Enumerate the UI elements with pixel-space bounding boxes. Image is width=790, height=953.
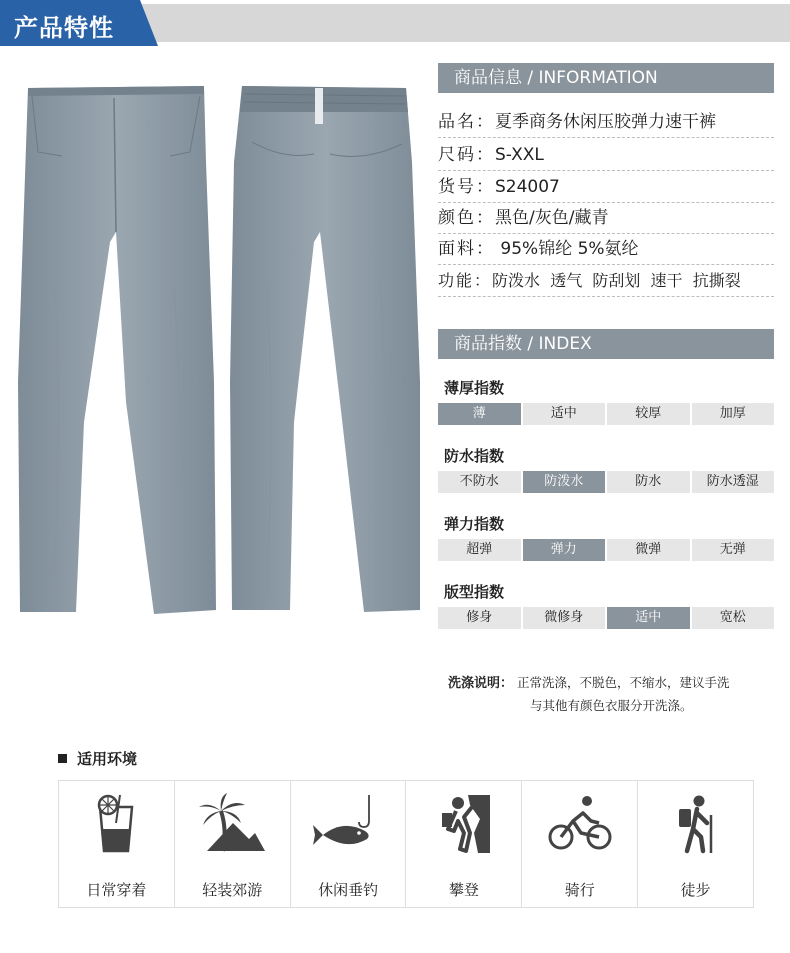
info-value: 防泼水 透气 防刮划 速干 抗撕裂 [492, 271, 741, 290]
info-row-sku [438, 172, 774, 203]
info-row-fabric [438, 234, 774, 265]
index-option: 不防水 [438, 471, 523, 493]
index-header: 商品指数 / INDEX [438, 329, 774, 359]
index-title-waterproof: 防水指数 [444, 447, 505, 465]
index-option: 防水 [607, 471, 692, 493]
scene-heading-text: 适用环境 [77, 750, 138, 768]
wash-label: 洗涤说明： [448, 676, 514, 691]
index-option: 微弹 [607, 539, 692, 561]
index-option: 微修身 [523, 607, 608, 629]
cycling-icon [547, 793, 613, 855]
drink-icon [86, 793, 146, 855]
info-value: 黑色/灰色/藏青 [495, 208, 609, 228]
index-option: 适中 [523, 403, 608, 425]
climbing-icon [434, 793, 494, 855]
scene-hiking [638, 781, 753, 907]
header-banner [0, 0, 790, 46]
index-option-selected: 弹力 [523, 539, 608, 561]
index-option-selected: 薄 [438, 403, 523, 425]
info-value: S-XXL [495, 145, 544, 165]
index-scale-waterproof [438, 471, 774, 493]
banner-stripe [120, 4, 790, 42]
info-value: S24007 [495, 177, 560, 197]
index-scale-stretch [438, 539, 774, 561]
index-title-thickness: 薄厚指数 [444, 379, 505, 397]
info-row-color [438, 203, 774, 234]
scene-outing [175, 781, 291, 907]
index-title-fit: 版型指数 [444, 583, 505, 601]
scene-label: 徒步 [680, 881, 711, 899]
scene-heading [58, 748, 137, 769]
index-option: 较厚 [607, 403, 692, 425]
scene-label: 日常穿着 [86, 881, 147, 899]
scene-label: 休闲垂钓 [318, 881, 379, 899]
info-value: 95%锦纶 5%氨纶 [495, 239, 639, 259]
product-image [14, 82, 424, 622]
wash-text-2: 与其他有颜色衣服分开洗涤。 [530, 698, 693, 713]
index-option-selected: 防泼水 [523, 471, 608, 493]
info-label: 颜色： [438, 208, 495, 228]
scene-cycling [522, 781, 638, 907]
index-option: 无弹 [692, 539, 775, 561]
info-label: 功能： [438, 271, 493, 290]
index-scale-fit [438, 607, 774, 629]
wash-text-1: 正常洗涤，不脱色，不缩水，建议手洗 [517, 675, 730, 690]
info-label: 面料： [438, 239, 495, 259]
info-label: 尺码： [438, 145, 495, 165]
info-row-function [438, 266, 774, 297]
scene-daily [59, 781, 175, 907]
info-label: 货号： [438, 177, 495, 197]
scene-fishing [291, 781, 407, 907]
info-label: 品名： [438, 112, 495, 132]
scene-label: 攀登 [448, 881, 479, 899]
index-option: 防水透湿 [692, 471, 775, 493]
banner-title: 产品特性 [14, 14, 114, 42]
index-title-stretch: 弹力指数 [444, 515, 505, 533]
wash-line-1 [448, 672, 778, 695]
index-option: 宽松 [692, 607, 775, 629]
fishing-icon [313, 793, 383, 855]
scene-climbing [406, 781, 522, 907]
info-header: 商品信息 / INFORMATION [438, 63, 774, 93]
bullet-square [58, 754, 67, 763]
info-row-name [438, 107, 774, 138]
index-scale-thickness [438, 403, 774, 425]
index-option: 加厚 [692, 403, 775, 425]
scene-grid [58, 780, 754, 908]
scene-label: 轻装郊游 [202, 881, 263, 899]
pants-front [18, 86, 216, 614]
index-option-selected: 适中 [607, 607, 692, 629]
palm-tree-icon [197, 793, 267, 855]
hiking-icon [671, 793, 721, 855]
index-option: 超弹 [438, 539, 523, 561]
wash-note [448, 672, 778, 717]
scene-label: 骑行 [564, 881, 595, 899]
pants-back [230, 86, 420, 612]
index-option: 修身 [438, 607, 523, 629]
info-value: 夏季商务休闲压胶弹力速干裤 [495, 112, 716, 132]
info-row-size [438, 140, 774, 171]
